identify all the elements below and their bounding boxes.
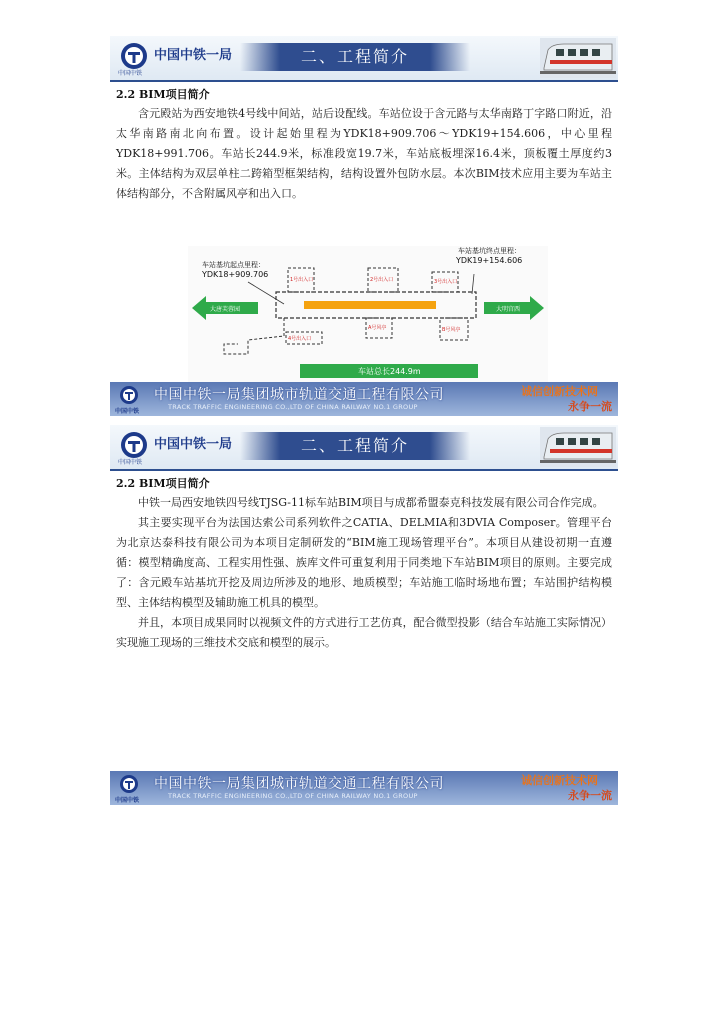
entrance-label: A号风亭 (368, 325, 387, 331)
paragraph: 其主要实现平台为法国达索公司系列软件之CATIA、DELMIA和3DVIA Composer。管理平台为北京达泰科技有限公司为本项目定制研发的“BIM施工现场管理平台”。本项目从建设初期一直遵循：模型精确度高、工程实用性强、族库文件可重复利用于同类地下车站BIM项目的原则。主要完成了：含元殿车站基坑开挖及周边所涉及的地形、地质模型；车站施工临时场地布置；车站围护结构模型、主体结构模型及辅助施工机具的模型。 (116, 516, 612, 609)
slide-title: 二、工程简介 (280, 432, 430, 460)
paragraph: 含元殿站为西安地铁4号线中间站，站后设配线。车站位设于含元路与太华南路丁字路口附近，沿太华南路南北向布置。设计起始里程为YDK18+909.706～YDK19+154.606，中心里程YDK18+991.706。车站长244.9米，标准段宽19.7米，车站底板埋深16.4米，顶板覆土厚度约3米。主体结构为双层单柱二跨箱型框架结构，结构设置外包防水层。本次BIM技术应用主要为车站主体结构部分，不含附属风亭和出入口。 (116, 107, 612, 200)
header-logo-sub: 中国中铁 (118, 70, 143, 77)
section-title: 2.2 BIM项目简介 (116, 477, 210, 490)
end-chainage-value: YDK19+154.606 (456, 256, 523, 265)
watermark-site: 诚信创新技术网 (521, 385, 598, 398)
entrance-label: 3号出入口 (434, 279, 458, 285)
paragraph: 并且，本项目成果同时以视频文件的方式进行工艺仿真，配合微型投影（结合车站施工实际情况）实现施工现场的三维技术交底和模型的展示。 (116, 616, 612, 649)
train-image-icon (540, 427, 616, 467)
watermark-slogan: 永争一流 (568, 400, 612, 413)
end-chainage-label: 车站基坑终点里程： (458, 247, 521, 255)
slide-header (110, 425, 618, 471)
crec-footer-logo-icon (116, 773, 142, 795)
start-chainage-label: 车站基坑起点里程： (202, 261, 265, 269)
body-text (116, 493, 612, 653)
paragraph: 中铁一局西安地铁四号线TJSG-11标车站BIM项目与成都希盟泰克科技发展有限公司合作完成。 (138, 496, 604, 509)
crec-footer-logo-icon (116, 384, 142, 406)
train-image-icon (540, 38, 616, 78)
header-logo-text: 中国中铁一局 (154, 437, 233, 452)
slide-2 (110, 425, 618, 805)
right-direction-label: 大明宫西 (496, 306, 521, 313)
start-chainage-value: YDK18+909.706 (202, 270, 269, 279)
footer-company-cn: 中国中铁一局集团城市轨道交通工程有限公司 (154, 776, 444, 792)
slide-footer (110, 382, 618, 416)
footer-company-en: TRACK TRAFFIC ENGINEERING CO.,LTD OF CHINA RAILWAY NO.1 GROUP (168, 403, 418, 411)
footer-company-cn: 中国中铁一局集团城市轨道交通工程有限公司 (154, 387, 444, 403)
body-text (116, 104, 612, 204)
slide-header (110, 36, 618, 82)
section-title: 2.2 BIM项目简介 (116, 88, 210, 101)
entrance-label: 4号出入口 (288, 336, 312, 342)
entrance-label: 1号出入口 (290, 277, 314, 283)
station-layout-diagram (188, 246, 548, 382)
header-logo-text: 中国中铁一局 (154, 48, 233, 63)
left-direction-label: 大唐芙蓉园 (210, 306, 241, 313)
footer-company-en: TRACK TRAFFIC ENGINEERING CO.,LTD OF CHINA RAILWAY NO.1 GROUP (168, 792, 418, 800)
entrance-label: 2号出入口 (370, 277, 394, 283)
total-length-label: 车站总长244.9m (358, 367, 421, 376)
footer-logo-sub: 中国中铁 (115, 797, 140, 804)
header-logo-sub: 中国中铁 (118, 459, 143, 466)
watermark-site: 诚信创新技术网 (521, 774, 598, 787)
entrance-label: B号风亭 (442, 327, 461, 333)
slide-1 (110, 36, 618, 416)
footer-logo-sub: 中国中铁 (115, 408, 140, 415)
slide-title: 二、工程简介 (280, 43, 430, 71)
slide-footer (110, 771, 618, 805)
watermark-slogan: 永争一流 (568, 789, 612, 802)
